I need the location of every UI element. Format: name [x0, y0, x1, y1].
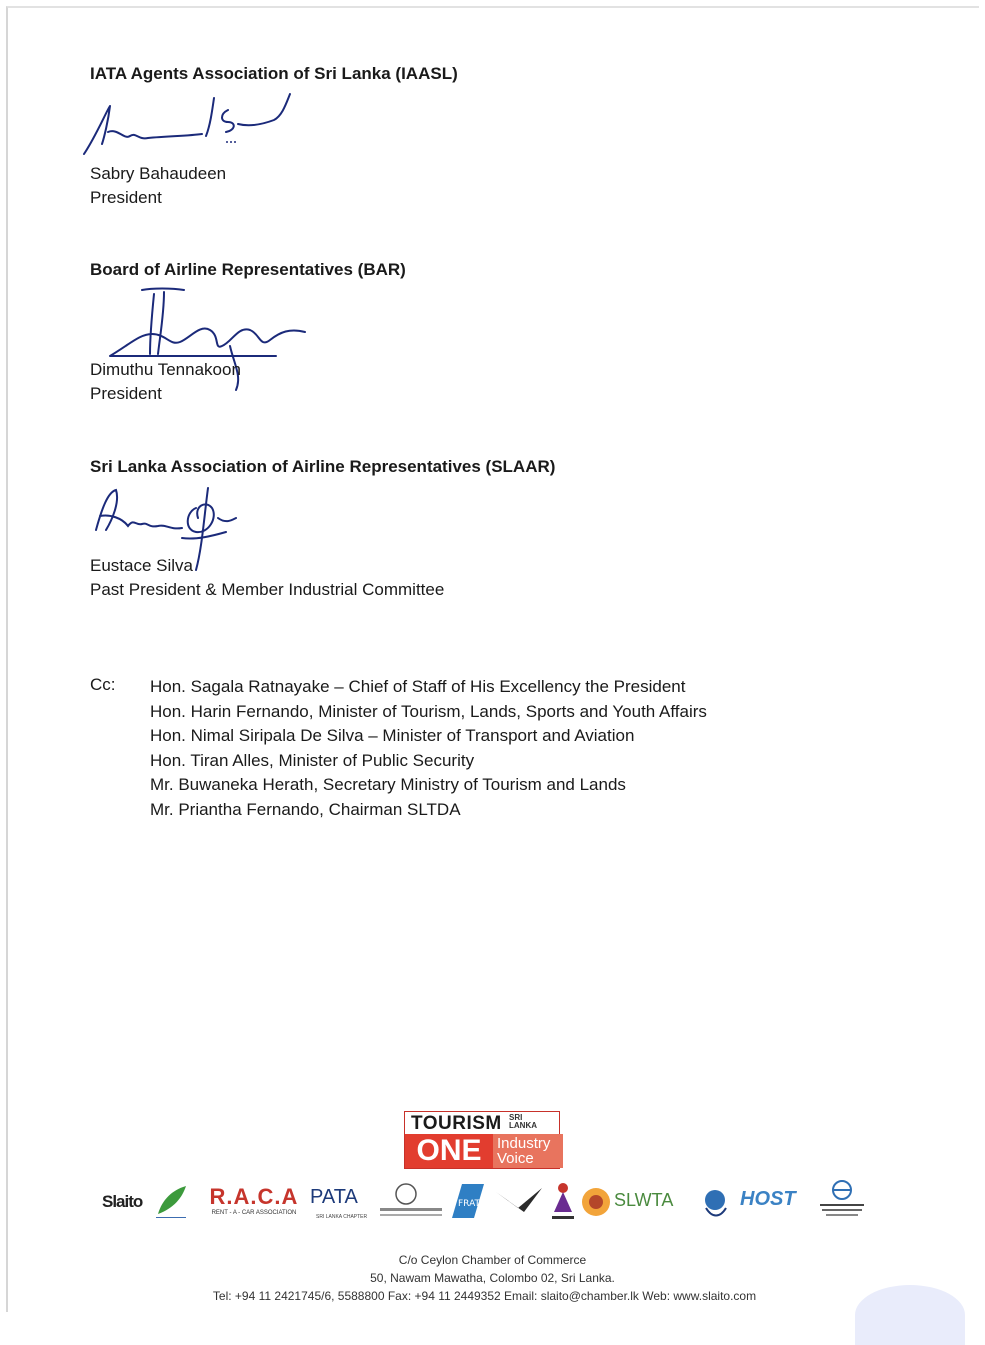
banner-industry: Industry — [497, 1135, 551, 1152]
pata-logo-subtitle: SRI LANKA CHAPTER — [316, 1214, 368, 1220]
frat-logo — [448, 1178, 488, 1224]
cc-item: Hon. Tiran Alles, Minister of Public Security — [150, 750, 475, 770]
org-name: Sri Lanka Association of Airline Representatives (SLAAR) — [90, 457, 556, 476]
slaito-leaf-icon — [152, 1182, 190, 1218]
trael-figure-logo — [548, 1178, 578, 1224]
slaito-logo — [100, 1178, 192, 1224]
cc-list — [150, 675, 790, 823]
org-name: Board of Airline Representatives (BAR) — [90, 260, 406, 279]
cc-item: Mr. Buwaneka Herath, Secretary Ministry of Tourism and Lands — [150, 775, 626, 795]
slwta-logo — [614, 1178, 704, 1224]
globe-hands-logo — [702, 1178, 728, 1224]
cc-item: Hon. Nimal Siripala De Silva – Minister of Transport and Aviation — [150, 726, 635, 746]
raca-logo-text: R.A.C.A — [209, 1184, 299, 1209]
bird-wing-logo — [494, 1178, 544, 1224]
association-seal-logo — [376, 1178, 446, 1224]
svg-text:FRAT: FRAT — [458, 1199, 481, 1209]
banner-voice: Voice — [497, 1150, 534, 1167]
signatory-iaasl — [90, 64, 458, 84]
footer-contact-line: Tel: +94 11 2421745/6, 5588800 Fax: +94 11 2449352 Email: slaito@chamber.lk Web: www.slaito.com — [212, 1289, 757, 1303]
banner-industry-voice — [493, 1134, 563, 1168]
signatory-name: Dimuthu Tennakoon — [90, 360, 241, 379]
banner-one: ONE — [405, 1134, 493, 1168]
slaito-logo-text: Slaito — [102, 1192, 143, 1211]
slwta-logo-text: SLWTA — [614, 1190, 674, 1210]
signature-sabry-bahaudeen — [78, 92, 308, 164]
signatory-name: Eustace Silva — [90, 556, 193, 575]
member-logos — [100, 1178, 870, 1224]
host-logo — [740, 1178, 806, 1224]
org-name: IATA Agents Association of Sri Lanka (IAASL) — [90, 64, 458, 83]
footer-line-2: 50, Nawam Mawatha, Colombo 02, Sri Lanka. — [370, 1271, 615, 1285]
pata-logo-text: PATA — [310, 1186, 358, 1208]
signatory-slaar-details — [90, 554, 444, 602]
signatory-slaar — [90, 457, 555, 477]
signatory-iaasl-details — [90, 162, 226, 210]
corner-overlay — [855, 1285, 965, 1345]
raca-logo-subtitle: RENT - A - CAR ASSOCIATION — [211, 1210, 297, 1216]
signatory-title: President — [90, 384, 162, 403]
pata-logo — [310, 1178, 370, 1224]
slaar-logo — [814, 1178, 870, 1224]
footer-line-1: C/o Ceylon Chamber of Commerce — [398, 1253, 587, 1267]
cc-label: Cc: — [90, 675, 116, 694]
cc-item: Hon. Harin Fernando, Minister of Tourism, Lands, Sports and Youth Affairs — [150, 701, 707, 721]
cc-item: Mr. Priantha Fernando, Chairman SLTDA — [150, 799, 461, 819]
signatory-name: Sabry Bahaudeen — [90, 164, 227, 183]
signatory-title: Past President & Member Industrial Committee — [90, 580, 445, 599]
banner-sri-lanka: SRI LANKA — [509, 1113, 537, 1130]
host-logo-text: HOST — [740, 1188, 796, 1210]
tourism-one-banner — [404, 1111, 560, 1169]
signatory-bar — [90, 260, 406, 280]
raca-logo — [204, 1178, 304, 1224]
banner-tourism: TOURISM — [411, 1113, 502, 1134]
sun-emblem-logo — [578, 1178, 614, 1224]
signatory-title: President — [90, 188, 162, 207]
signatory-bar-details — [90, 358, 241, 406]
cc-item: Hon. Sagala Ratnayake – Chief of Staff of His Excellency the President — [150, 677, 686, 696]
